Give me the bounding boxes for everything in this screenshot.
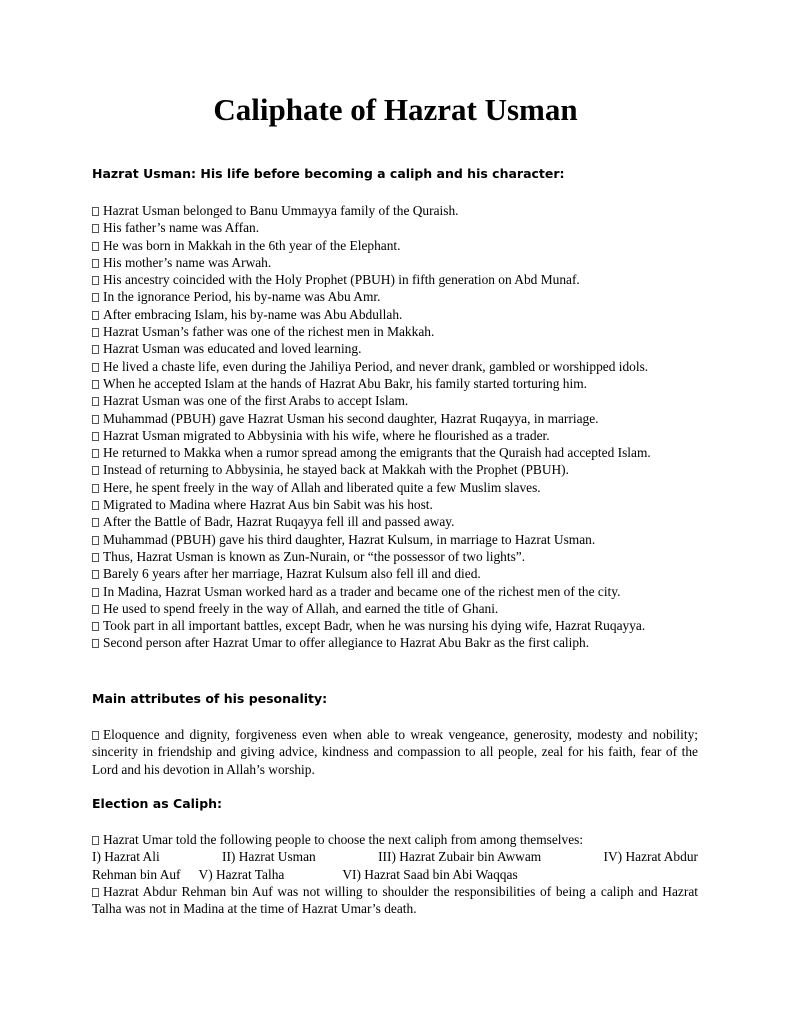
list-item-text: After embracing Islam, his by-name was Abu Abdullah. <box>103 306 403 322</box>
list-item <box>92 254 698 271</box>
list-item <box>92 392 698 409</box>
bullet-icon <box>92 731 99 740</box>
list-item <box>92 496 698 513</box>
list-item <box>92 600 698 617</box>
list-item <box>92 565 698 582</box>
bullet-icon <box>92 363 99 372</box>
list-item-text: He used to spend freely in the way of Allah, and earned the title of Ghani. <box>103 600 499 616</box>
list-item-text: After the Battle of Badr, Hazrat Ruqayya fell ill and passed away. <box>103 514 455 530</box>
bullet-icon <box>92 259 99 268</box>
bullet-icon <box>92 536 99 545</box>
list-item <box>92 340 698 357</box>
bullet-icon <box>92 588 99 597</box>
candidate: III) Hazrat Zubair bin Awwam <box>378 849 542 865</box>
list-item-text: Hazrat Usman was educated and loved learning. <box>103 341 362 357</box>
candidates-line-2 <box>92 866 698 883</box>
bullet-icon <box>92 276 99 285</box>
page-title: Caliphate of Hazrat Usman <box>213 92 578 127</box>
bullet-icon <box>92 345 99 354</box>
bullet-icon <box>92 639 99 648</box>
list-item-text: Muhammad (PBUH) gave Hazrat Usman his second daughter, Hazrat Ruqayya, in marriage. <box>103 410 599 426</box>
bullet-icon <box>92 293 99 302</box>
bullet-icon <box>92 328 99 337</box>
candidate: IV) Hazrat Abdur <box>603 849 698 865</box>
bullet-icon <box>92 432 99 441</box>
list-item-text: He returned to Makka when a rumor spread among the emigrants that the Quraish had accepted Islam. <box>103 445 651 461</box>
list-item-text: Hazrat Usman belonged to Banu Ummayya family of the Quraish. <box>103 203 459 218</box>
section-heading-attributes: Main attributes of his pesonality: <box>92 691 328 706</box>
list-item <box>92 617 698 634</box>
bullet-icon <box>92 242 99 251</box>
candidates-line-1 <box>92 848 698 865</box>
bullet-icon <box>92 380 99 389</box>
bullet-icon <box>92 570 99 579</box>
list-item <box>92 358 698 375</box>
list-item <box>92 548 698 565</box>
bullet-icon <box>92 622 99 631</box>
election-intro: Hazrat Umar told the following people to choose the next caliph from among themselves: <box>103 832 584 847</box>
candidate: Rehman bin Auf <box>92 866 181 882</box>
attributes-paragraph <box>92 726 698 778</box>
bullet-icon <box>92 484 99 493</box>
bullet-icon <box>92 518 99 527</box>
list-item <box>92 479 698 496</box>
list-item-text: His mother’s name was Arwah. <box>103 254 272 270</box>
list-item <box>92 288 698 305</box>
bullet-icon <box>92 605 99 614</box>
list-item-text: He was born in Makkah in the 6th year of the Elephant. <box>103 237 401 253</box>
list-item-text: Migrated to Madina where Hazrat Aus bin Sabit was his host. <box>103 497 433 513</box>
list-item <box>92 410 698 427</box>
list-item <box>92 219 698 236</box>
candidate: I) Hazrat Ali <box>92 849 160 865</box>
list-item <box>92 237 698 254</box>
list-item-text: Thus, Hazrat Usman is known as Zun-Nurain, or “the possessor of two lights”. <box>103 548 526 564</box>
life-bullet-list <box>92 202 698 652</box>
list-item <box>92 202 698 219</box>
list-item-text: In Madina, Hazrat Usman worked hard as a trader and became one of the richest men of the city. <box>103 583 621 599</box>
section-heading-life: Hazrat Usman: His life before becoming a caliph and his character: <box>92 166 565 181</box>
list-item-text: Hazrat Usman’s father was one of the richest men in Makkah. <box>103 324 435 340</box>
list-item <box>92 831 698 848</box>
bullet-icon <box>92 553 99 562</box>
candidate: II) Hazrat Usman <box>222 849 316 865</box>
bullet-icon <box>92 397 99 406</box>
list-item <box>92 444 698 461</box>
list-item <box>92 271 698 288</box>
list-item-text: Second person after Hazrat Umar to offer allegiance to Hazrat Abu Bakr as the first caliph. <box>103 635 590 651</box>
list-item <box>92 306 698 323</box>
list-item-text: Muhammad (PBUH) gave his third daughter, Hazrat Kulsum, in marriage to Hazrat Usman. <box>103 531 596 547</box>
list-item <box>92 531 698 548</box>
candidate: V) Hazrat Talha <box>198 866 285 882</box>
bullet-icon <box>92 415 99 424</box>
list-item-text: He lived a chaste life, even during the Jahiliya Period, and never drank, gambled or worshipped idols. <box>103 358 649 374</box>
list-item-text: His father’s name was Affan. <box>103 220 260 236</box>
election-block <box>92 831 698 917</box>
bullet-icon <box>92 466 99 475</box>
bullet-icon <box>92 224 99 233</box>
candidate: VI) Hazrat Saad bin Abi Waqqas <box>342 866 518 882</box>
list-item-text: Instead of returning to Abbysinia, he stayed back at Makkah with the Prophet (PBUH). <box>103 462 569 478</box>
bullet-icon <box>92 501 99 510</box>
list-item <box>92 323 698 340</box>
list-item <box>92 634 698 651</box>
bullet-icon <box>92 449 99 458</box>
list-item-text: Hazrat Usman was one of the first Arabs to accept Islam. <box>103 393 409 409</box>
list-item <box>92 513 698 530</box>
list-item-text: In the ignorance Period, his by-name was Abu Amr. <box>103 289 381 305</box>
list-item <box>92 461 698 478</box>
list-item-text: Hazrat Usman migrated to Abbysinia with his wife, where he flourished as a trader. <box>103 427 550 443</box>
attributes-text: Eloquence and dignity, forgiveness even when able to wreak vengeance, generosity, modesty and nobility; sincerity in friendship and giving advice, kindness and compassion to all people, zeal for his faith, fear of the Lord and his devotion in Allah’s worship. <box>92 727 698 777</box>
list-item-text: Barely 6 years after her marriage, Hazrat Kulsum also fell ill and died. <box>103 566 481 582</box>
election-closing: Hazrat Abdur Rehman bin Auf was not willing to shoulder the responsibilities of being a caliph and Hazrat Talha was not in Madina at the time of Hazrat Umar’s death. <box>92 883 698 917</box>
bullet-icon <box>92 311 99 320</box>
list-item-text: When he accepted Islam at the hands of Hazrat Abu Bakr, his family started torturing him. <box>103 375 587 391</box>
list-item <box>92 427 698 444</box>
list-item-text: His ancestry coincided with the Holy Prophet (PBUH) in fifth generation on Abd Munaf. <box>103 272 580 288</box>
section-heading-election: Election as Caliph: <box>92 796 223 811</box>
list-item <box>92 375 698 392</box>
list-item-text: Here, he spent freely in the way of Allah and liberated quite a few Muslim slaves. <box>103 479 541 495</box>
list-item <box>92 883 698 918</box>
list-item <box>92 583 698 600</box>
list-item-text: Took part in all important battles, except Badr, when he was nursing his dying wife, Hazrat Ruqayya. <box>103 618 646 634</box>
bullet-icon <box>92 888 99 897</box>
bullet-icon <box>92 836 99 845</box>
bullet-icon <box>92 207 99 216</box>
